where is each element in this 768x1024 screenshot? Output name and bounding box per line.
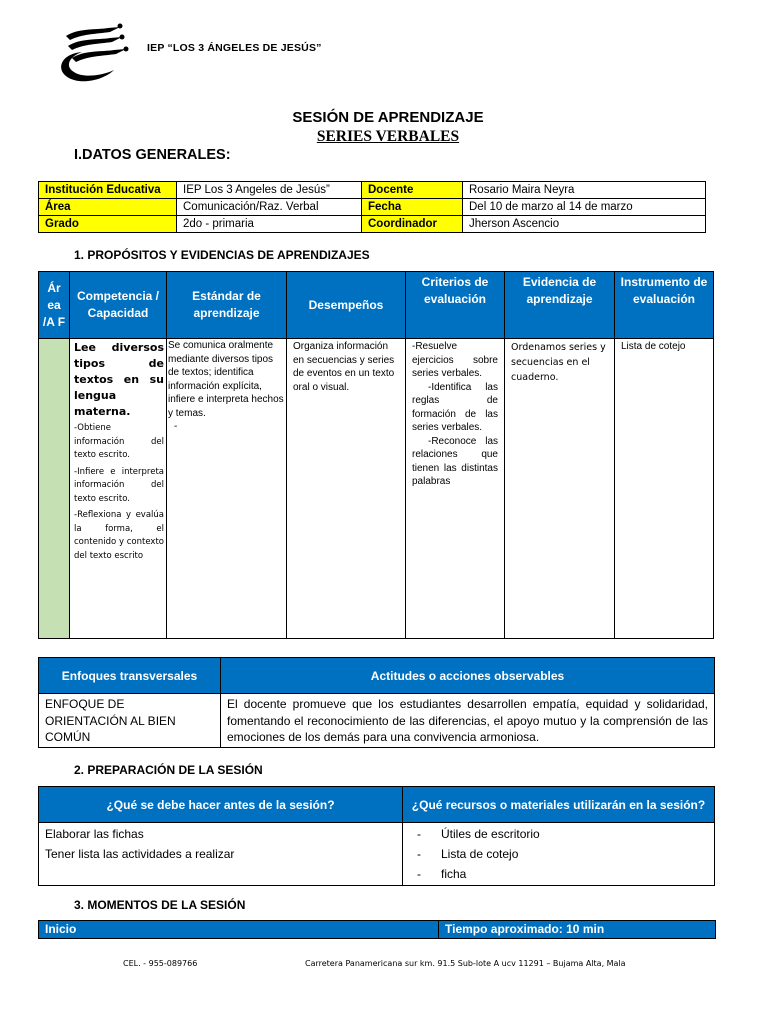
column-header-actitudes: Actitudes o acciones observables bbox=[221, 658, 715, 694]
label-cell: Docente bbox=[362, 182, 463, 199]
competencia-text: Lee diversos tipos de textos en su lengua materna. bbox=[74, 341, 164, 418]
propositos-table bbox=[38, 271, 714, 639]
column-header-estandar: Estándar de aprendizaje bbox=[167, 272, 287, 339]
value-cell: 2do - primaria bbox=[177, 216, 362, 233]
table-row bbox=[39, 182, 706, 199]
footer-address: Carretera Panamericana sur km. 91.5 Sub-lote A ucv 11291 – Bujama Alta, Mala bbox=[305, 959, 626, 968]
column-header-competencia: Competencia / Capacidad bbox=[70, 272, 167, 339]
criterio-item: -Reconoce las relaciones que tienen las distintas palabras bbox=[412, 435, 498, 487]
table-header-row bbox=[39, 272, 714, 339]
enfoques-table bbox=[38, 657, 715, 748]
label-cell: Grado bbox=[39, 216, 177, 233]
table-row bbox=[39, 216, 706, 233]
list-item: - ficha bbox=[417, 867, 467, 881]
label-cell: Institución Educativa bbox=[39, 182, 177, 199]
table-row bbox=[39, 694, 715, 748]
capacidad-item: -Reflexiona y evalúa la forma, el contenido y contexto del texto escrito bbox=[74, 510, 164, 561]
competencia-cell bbox=[70, 339, 167, 639]
evidencia-text: Ordenamos series y secuencias en el cuaderno. bbox=[511, 342, 606, 383]
criterio-item: -Identifica las reglas de formación de las series verbales. bbox=[412, 381, 498, 433]
value-cell: Jherson Ascencio bbox=[463, 216, 706, 233]
datos-generales-table bbox=[38, 181, 706, 233]
area-cell bbox=[39, 339, 70, 639]
page-subtitle: SERIES VERBALES bbox=[316, 128, 460, 145]
value-cell: Comunicación/Raz. Verbal bbox=[177, 199, 362, 216]
label-cell: Fecha bbox=[362, 199, 463, 216]
preparacion-table bbox=[38, 786, 715, 886]
momentos-table bbox=[38, 920, 716, 939]
section-heading-datos: I.DATOS GENERALES: bbox=[74, 147, 231, 163]
enfoque-cell: ENFOQUE DE ORIENTACIÓN AL BIEN COMÚN bbox=[39, 694, 221, 748]
label-cell: Coordinador bbox=[362, 216, 463, 233]
school-name: IEP “LOS 3 ÁNGELES DE JESÚS” bbox=[147, 42, 322, 54]
label-cell: Área bbox=[39, 199, 177, 216]
estandar-cell bbox=[167, 339, 287, 639]
capacidad-item: -Infiere e interpreta información del texto escrito. bbox=[74, 466, 164, 504]
capacidad-item: -Obtiene información del texto escrito. bbox=[74, 423, 164, 460]
list-item: Elaborar las fichas bbox=[45, 827, 144, 841]
school-logo bbox=[52, 22, 132, 84]
value-cell: IEP Los 3 Angeles de Jesús” bbox=[177, 182, 362, 199]
section-heading-propositos: 1. PROPÓSITOS Y EVIDENCIAS DE APRENDIZAJES bbox=[74, 248, 370, 262]
table-row bbox=[39, 823, 715, 886]
column-header-criterios: Criterios de evaluación bbox=[406, 272, 505, 339]
desempenos-cell: Organiza información en secuencias y series de eventos en un texto oral o visual. bbox=[287, 339, 406, 639]
list-item: - Lista de cotejo bbox=[417, 847, 519, 861]
section-heading-momentos: 3. MOMENTOS DE LA SESIÓN bbox=[74, 898, 246, 912]
tiempo-cell: Tiempo aproximado: 10 min bbox=[439, 921, 716, 939]
estandar-text: Se comunica oralmente mediante diversos tipos de textos; identifica información explícita, infiere e interpreta hechos y temas. bbox=[168, 340, 284, 419]
estandar-dash: - bbox=[174, 421, 178, 432]
antes-cell bbox=[39, 823, 403, 886]
section-heading-preparacion: 2. PREPARACIÓN DE LA SESIÓN bbox=[74, 763, 263, 777]
column-header-recursos: ¿Qué recursos o materiales utilizarán en la sesión? bbox=[403, 787, 715, 823]
evidencia-cell bbox=[505, 339, 615, 639]
table-row bbox=[39, 199, 706, 216]
criterios-cell bbox=[406, 339, 505, 639]
table-header-row bbox=[39, 658, 715, 694]
table-row bbox=[39, 921, 716, 939]
list-item: - Útiles de escritorio bbox=[417, 827, 540, 841]
column-header-area: Ár ea /A F bbox=[39, 272, 70, 339]
column-header-evidencia: Evidencia de aprendizaje bbox=[505, 272, 615, 339]
instrumento-cell: Lista de cotejo bbox=[615, 339, 714, 639]
page-title: SESIÓN DE APRENDIZAJE bbox=[292, 109, 484, 126]
actitud-cell: El docente promueve que los estudiantes desarrollen empatía, equidad y solidaridad, fomentando el reconocimiento de las diferencias, el apoyo mutuo y la comprensión de las emociones de los demás para una convivencia armoniosa. bbox=[221, 694, 715, 748]
table-header-row bbox=[39, 787, 715, 823]
recursos-cell bbox=[403, 823, 715, 886]
inicio-cell: Inicio bbox=[39, 921, 439, 939]
column-header-desempenos: Desempeños bbox=[287, 272, 406, 339]
criterio-item: -Resuelve ejercicios sobre series verbales. bbox=[412, 341, 498, 379]
column-header-enfoques: Enfoques transversales bbox=[39, 658, 221, 694]
column-header-antes: ¿Qué se debe hacer antes de la sesión? bbox=[39, 787, 403, 823]
list-item: Tener lista las actividades a realizar bbox=[45, 847, 235, 861]
footer-phone: CEL. - 955-089766 bbox=[123, 959, 198, 968]
column-header-instrumento: Instrumento de evaluación bbox=[615, 272, 714, 339]
value-cell: Del 10 de marzo al 14 de marzo bbox=[463, 199, 706, 216]
value-cell: Rosario Maira Neyra bbox=[463, 182, 706, 199]
table-row bbox=[39, 339, 714, 639]
